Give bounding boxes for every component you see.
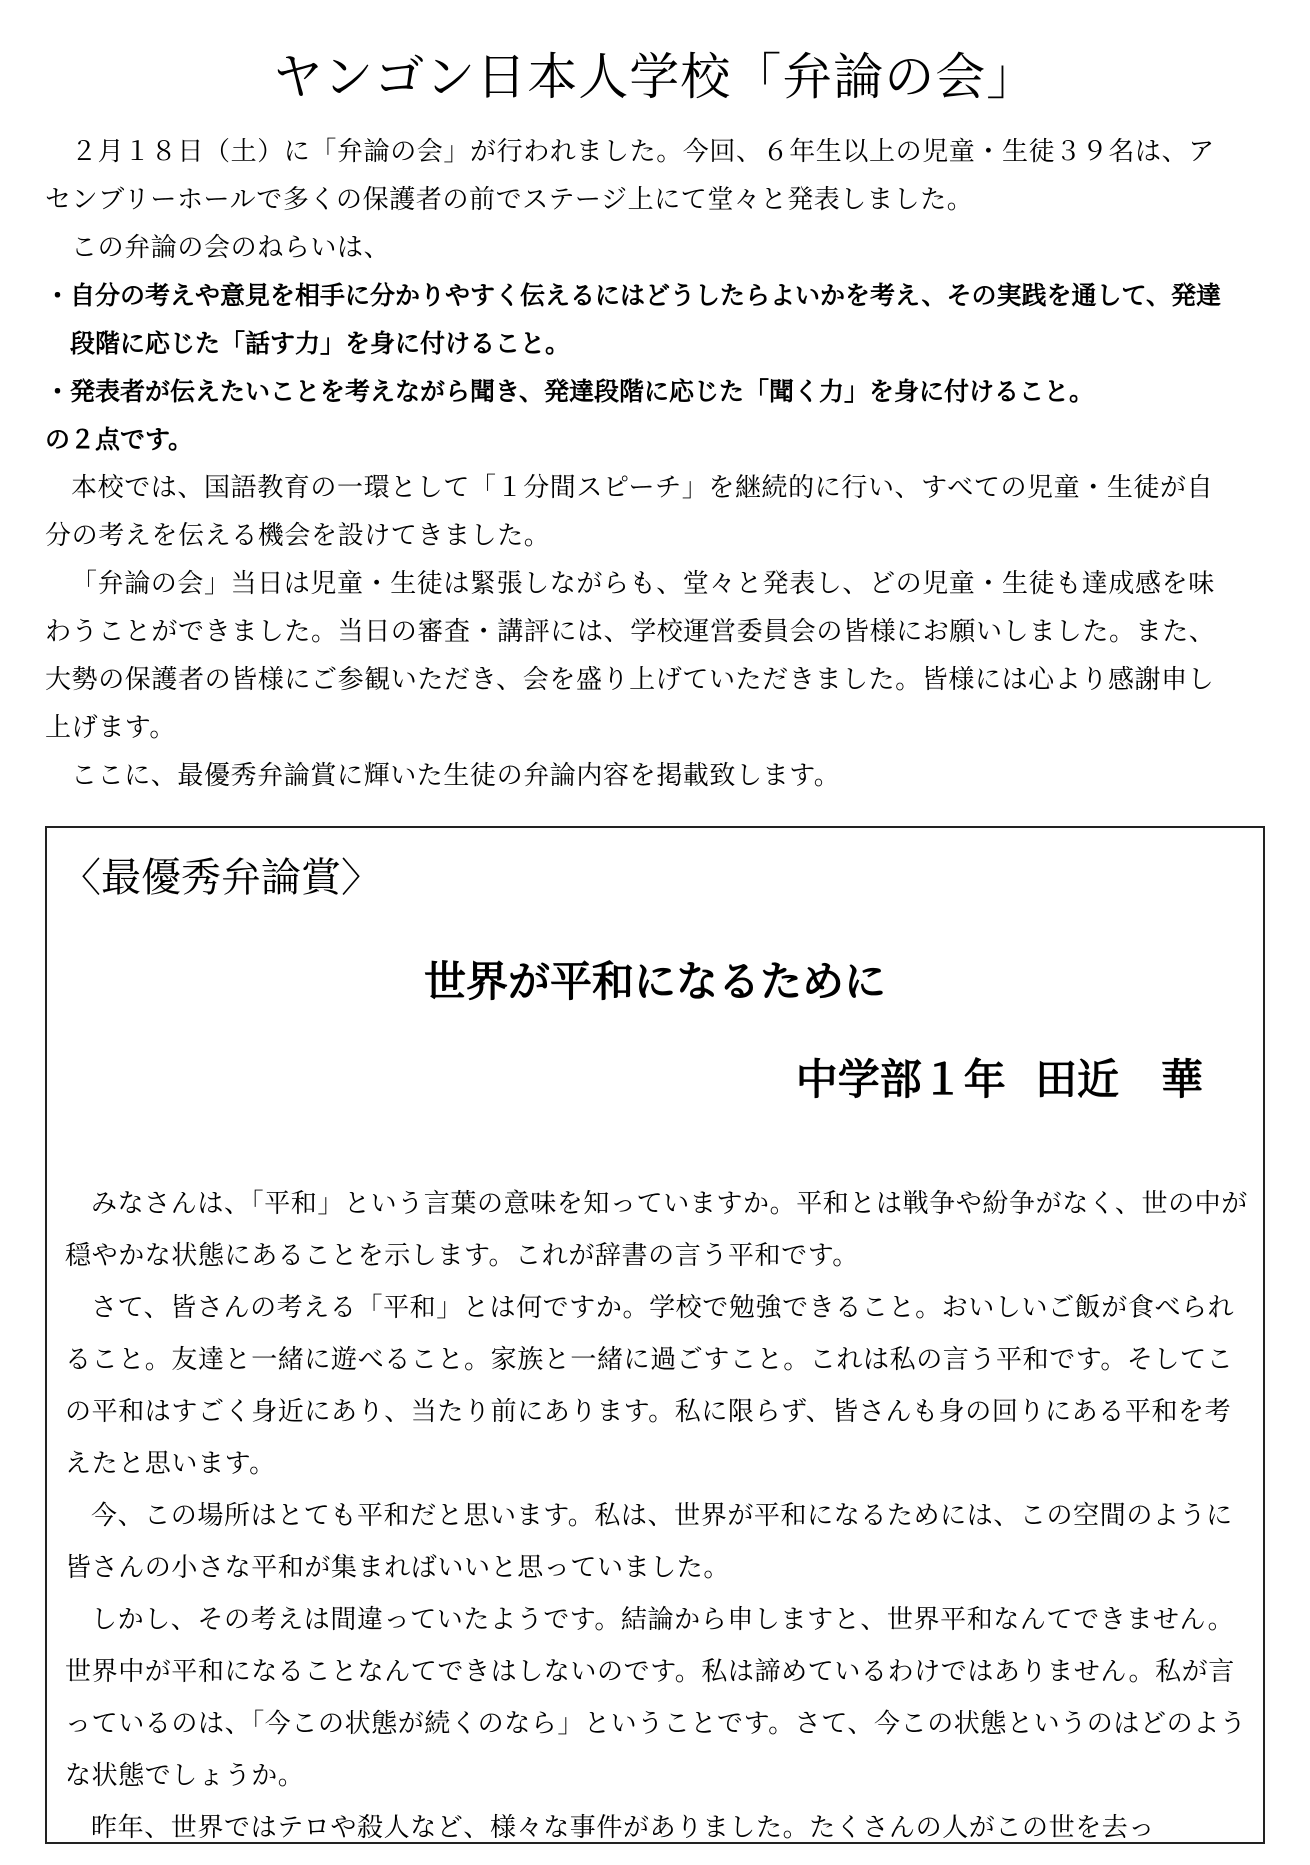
document-title: ヤンゴン日本人学校「弁論の会」 <box>272 48 1038 106</box>
speech-paragraph: しかし、その考えは間違っていたようです。結論から申しますと、世界平和なんてできません。世界中が平和になることなんてできはしないのです。私は諦めているわけではありません。私が言っているのは、「今この状態が続くのなら」ということです。さて、今この状態というのはどのような状態でしょうか。 <box>65 1605 1247 1791</box>
aim-item-speaking: ・自分の考えや意見を相手に分かりやすく伝えるにはどうしたらよいかを考え、その実践を通して、発達段階に応じた「話す力」を身に付けること。 <box>45 281 1222 358</box>
aim-item-listening: ・発表者が伝えたいことを考えながら聞き、発達段階に応じた「聞く力」を身に付けること。 <box>45 377 1095 406</box>
speech-paragraph: さて、皆さんの考える「平和」とは何ですか。学校で勉強できること。おいしいご飯が食べられること。友達と一緒に遊べること。家族と一緒に過ごすこと。これは私の言う平和です。そしてこの平和はすごく身近にあり、当たり前にあります。私に限らず、皆さんも身の回りにある平和を考えたと思います。 <box>65 1293 1235 1479</box>
award-speech-box <box>45 826 1265 1844</box>
speech-author: 中学部１年 田近 華 <box>795 1055 1203 1104</box>
speech-body <box>65 1178 1250 1844</box>
intro-paragraph-announcement: ここに、最優秀弁論賞に輝いた生徒の弁論内容を掲載致します。 <box>71 761 841 791</box>
award-label: 〈最優秀弁論賞〉 <box>61 855 381 901</box>
aims-closing: の２点です。 <box>45 425 194 454</box>
speech-paragraph: みなさんは、「平和」という言葉の意味を知っていますか。平和とは戦争や紛争がなく、世の中が穏やかな状態にあることを示します。これが辞書の言う平和です。 <box>65 1189 1248 1271</box>
intro-section <box>45 128 1235 800</box>
speech-title: 世界が平和になるために <box>423 957 886 1006</box>
speech-paragraph: 昨年、世界ではテロや殺人など、様々な事件がありました。たくさんの人がこの世を去っ <box>91 1813 1156 1843</box>
speech-paragraph: 今、この場所はとても平和だと思います。私は、世界が平和になるためには、この空間のように皆さんの小さな平和が集まればいいと思っていました。 <box>65 1501 1233 1583</box>
intro-paragraph-speech-practice: 本校では、国語教育の一環として「１分間スピーチ」を継続的に行い、すべての児童・生徒が自分の考えを伝える機会を設けてきました。 <box>45 473 1214 551</box>
intro-paragraph-event-day: 「弁論の会」当日は児童・生徒は緊張しながらも、堂々と発表し、どの児童・生徒も達成感を味わうことができました。当日の審査・講評には、学校運営委員会の皆様にお願いしました。また、大勢の保護者の皆様にご参観いただき、会を盛り上げていただきました。皆様には心より感謝申し上げます。 <box>45 569 1216 743</box>
intro-paragraph-event: ２月１８日（土）に「弁論の会」が行われました。今回、６年生以上の児童・生徒３９名は、アセンブリーホールで多くの保護者の前でステージ上にて堂々と発表しました。 <box>45 137 1215 215</box>
intro-paragraph-aims-lead: この弁論の会のねらいは、 <box>71 233 391 263</box>
